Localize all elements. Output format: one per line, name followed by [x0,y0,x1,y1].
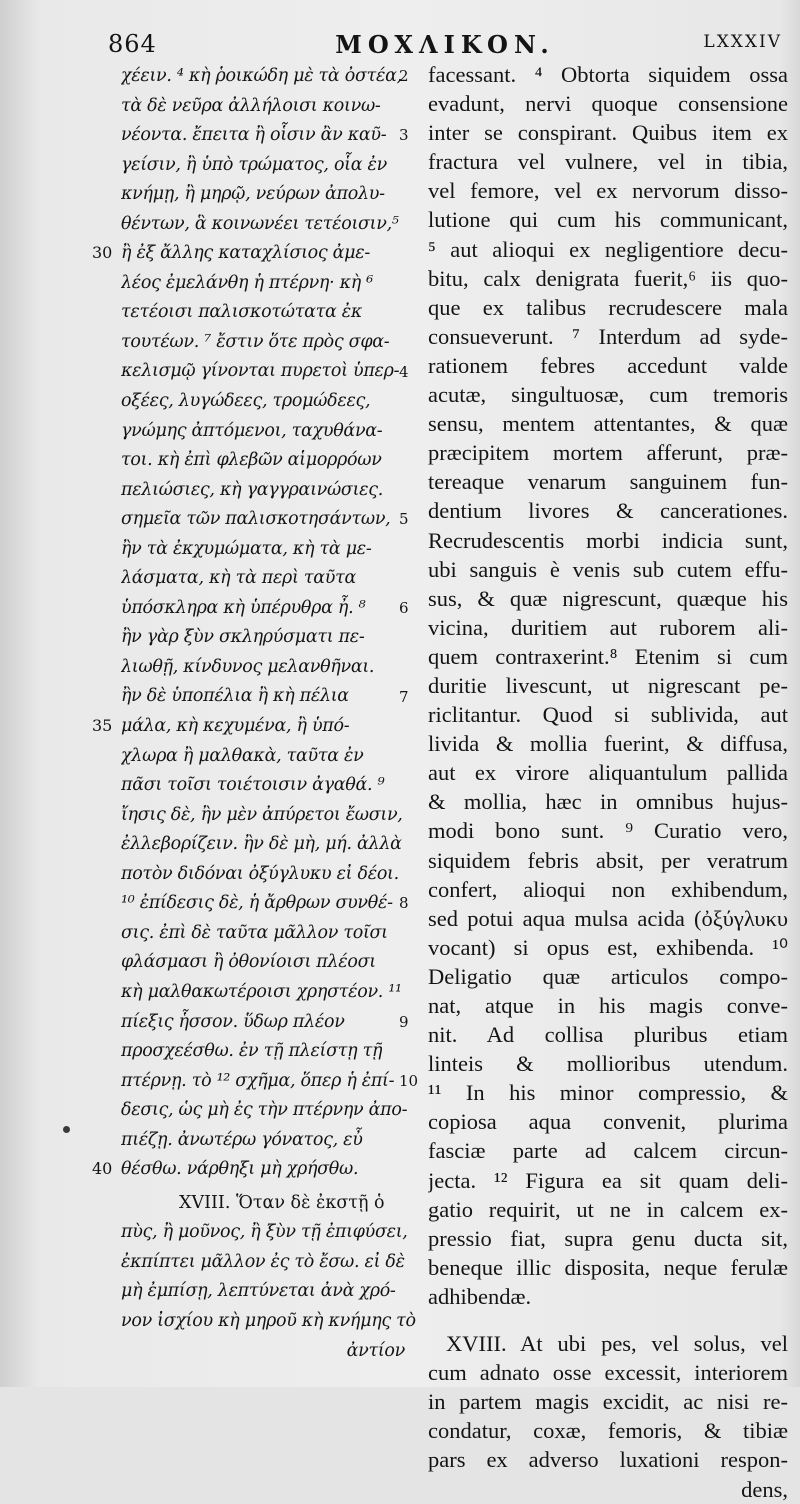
greek-line: ἢν δὲ ὑποπέλια ἢ κὴ πέλια [121,686,349,707]
greek-line: προσχεέσθω. ἐν τῇ πλείστῃ τῇ [121,1041,383,1062]
line-number: 40 [92,1159,113,1179]
greek-line: ἐκπίπτει μᾶλλον ἐς τὸ ἔσω. εἰ δὲ [121,1251,405,1272]
line-number: 30 [92,243,113,263]
latin-line: confert, alioqui non exhibendum, [428,876,788,902]
latin-line: sus, & quæ nigrescunt, quæque his [428,585,788,611]
latin-line: pressio fiat, supra genu ducta sit, [428,1225,788,1251]
latin-line: modi bono sunt. ⁹ Curatio vero, [428,818,788,844]
greek-line: φλάσμασι ἢ ὀθονίοισι πλέοσι [121,952,376,973]
greek-line: πᾶσι τοῖσι τοιέτοισιν ἀγαθά. ⁹ [121,775,385,796]
greek-line: ἴησις δὲ, ἢν μὲν ἀπύρετοι ἔωσιν, [121,804,403,825]
greek-line: θέσθω. νάρθηξι μὴ χρήσθω. [121,1159,359,1180]
greek-line: πτέρνῃ. τὸ ¹² σχῆμα, ὅπερ ἡ ἐπί- [121,1070,395,1091]
latin-line: vicina, duritiem aut ruborem ali- [428,614,788,640]
latin-line: linteis & mollioribus utendum. [428,1051,788,1077]
latin-line: adhibendæ. [428,1283,532,1309]
latin-line: cum adnato osse excessit, interiorem [428,1360,788,1386]
greek-line: νέοντα. ἔπειτα ἢ οἷσιν ἂν καῦ- [121,125,387,146]
latin-line: ⁵ aut alioqui ex negligentiore decu- [428,236,788,262]
latin-line: beneque illic disposita, neque ferulæ [428,1254,788,1280]
greek-line: τὰ δὲ νεῦρα ἀλλήλοισι κοινω- [121,95,381,116]
latin-line: aut ex virore aliquantulum pallida [428,760,788,786]
greek-line: σημεῖα τῶν παλισκοτησάντων, [121,509,391,530]
latin-line: præcipitem mortem afferunt, præ- [428,440,788,466]
latin-line: jecta. ¹² Figura ea sit quam deli- [428,1167,788,1193]
greek-line: πίεξις ἧσσον. ὕδωρ πλέον [121,1011,345,1032]
greek-line: λάσματα, κὴ τὰ περὶ ταῦτα [121,568,356,589]
greek-line: πὺς, ἢ μοῦνος, ἢ ξὺν τῇ ἐπιφύσει, [121,1222,408,1243]
greek-line: γνώμης ἀπτόμενοι, ταχυθάνα- [121,420,383,441]
latin-line: riclitantur. Quod si sublivida, aut [428,702,788,728]
greek-line: τοι. κὴ ἐπὶ φλεβῶν αἱμορρόων [121,450,382,471]
greek-line: κὴ μαλθακωτέροισι χρηστέον. ¹¹ [121,981,402,1002]
latin-line: livida & mollia fuerint, & diffusa, [428,731,788,757]
line-number: 35 [92,716,113,736]
latin-line: facessant. ⁴ Obtorta siquidem ossa [428,62,788,87]
page-number: 864 [108,30,157,58]
greek-line: κελισμῷ γίνονται πυρετοὶ ὑπερ- [121,361,400,382]
greek-line: νον ἰσχίου κὴ μηροῦ κὴ κνήμης τὸ [121,1310,416,1331]
latin-line: vocant) si opus est, exhibenda. ¹⁰ [428,934,788,960]
greek-line: λιωθῇ, κίνδυνος μελανθῆναι. [121,656,375,677]
latin-line: inter se conspirant. Quibus item ex [428,120,788,146]
greek-line: ποτὸν διδόναι ὀξύγλυκυ εἰ δέοι. [121,863,399,884]
latin-line: fasciæ parte ad calcem circun- [428,1138,788,1164]
latin-line: dens, [741,1476,788,1502]
greek-text-column [121,62,421,1366]
latin-line: condatur, coxæ, femoris, & tibiæ [428,1418,788,1444]
greek-line: ¹⁰ ἐπίδεσις δὲ, ἡ ἄρθρων συνθέ- [121,893,393,914]
latin-line: fractura vel vulnere, vel in tibia, [428,149,788,175]
latin-line: copiosa aqua convenit, plurima [428,1109,788,1135]
latin-line: lutione qui cum his communicant, [428,207,788,233]
greek-line: μὴ ἐμπίσῃ, λεπτύνεται ἀνὰ χρό- [121,1281,396,1302]
latin-line: sensu, mentem attentantes, & quæ [428,411,788,437]
latin-line: quem contraxerint.⁸ Etenim si cum [428,643,788,669]
greek-line: ὑπόσκληρα κὴ ὑπέρυθρα ἦ. ⁸ [121,597,366,618]
section-number: 2 [399,67,409,85]
greek-line: οξέες, λυγώδεες, τρομώδεες, [121,391,371,412]
running-title: MOXΛIKON. [335,30,555,59]
latin-line: tereaque venarum sanguinem fun- [428,469,788,495]
greek-line: γείσιν, ἢ ὑπὸ τρώματος, οἷα ἐν [121,154,387,175]
section-number: 10 [399,1071,419,1090]
section-number: 8 [399,894,409,913]
latin-line: siquidem febris absit, per veratrum [428,847,788,873]
greek-line: λέος ἐμελάνθη ἡ πτέρνη· κὴ ⁶ [121,272,373,293]
greek-line: κνήμῃ, ἢ μηρῷ, νεύρων ἀπολυ- [121,184,385,205]
latin-line: Recrudescentis morbi indicia sunt, [428,527,788,553]
section-number: 9 [399,1012,409,1031]
latin-line: acutæ, singultuosæ, cum tremoris [428,382,788,408]
signature-mark: LXXXIV [703,32,782,52]
greek-line: πελιώσιες, κὴ γαγγραινώσιες. [121,479,383,500]
latin-line: rationem febres accedunt valde [428,352,788,378]
latin-line: gatio requirit, ut ne in calcem ex- [428,1196,788,1222]
latin-line: & mollia, hæc in omnibus hujus- [428,789,788,815]
greek-line: ἢν γὰρ ξὺν σκληρύσματι πε- [121,627,365,648]
greek-line: τετέοισι παλισκοτώτατα ἐκ [121,302,363,323]
latin-text-column [428,60,788,1504]
greek-line: τουτέων. ⁷ ἔστιν ὅτε πρὸς σφα- [121,331,390,352]
ink-speck [63,1126,70,1133]
section-number: 4 [399,362,409,381]
greek-line: σις. ἐπὶ δὲ ταῦτα μᾶλλον τοῖσι [121,922,388,943]
latin-line: nat, atque in his magis conve- [428,993,788,1018]
latin-line: bitu, calx denigrata fuerit,⁶ iis quo- [428,265,788,291]
section-heading: ΧVIII. Ὅταν δὲ ἐκστῇ ὁ [179,1192,385,1213]
greek-line: πιέζῃ. ἀνωτέρω γόνατος, εὖ [121,1129,363,1150]
greek-line: δεσις, ὡς μὴ ἐς τὴν πτέρνην ἀπο- [121,1100,408,1121]
greek-line: ἐλλεβορίζειν. ἢν δὲ μὴ, μή. ἀλλὰ [121,834,402,855]
latin-line: sed potui aqua mulsa acida (ὀξύγλυκυ [428,905,788,931]
section-number: 5 [399,510,409,529]
greek-section-xviii [121,1189,421,1366]
greek-line: χλωρα ἢ μαλθακὰ, ταῦτα ἐν [121,745,364,766]
running-header [108,30,782,64]
latin-line: evadunt, nervi quoque consensione [428,91,788,117]
latin-line: vel femore, vel ex nervorum disso- [428,178,788,204]
latin-line: in partem magis excidit, ac nisi re- [428,1389,788,1415]
section-number: 6 [399,598,409,617]
latin-line: nit. Ad collisa pluribus etiam [428,1022,788,1048]
greek-line: ἢν τὰ ἐκχυμώματα, κὴ τὰ με- [121,538,372,559]
latin-line: ubi sanguis è venis sub cutem effu- [428,556,788,582]
greek-line: ἀντίον [346,1340,405,1361]
latin-line: duritie livescunt, ut nigrescant pe- [428,672,788,698]
greek-line: μάλα, κὴ κεχυμένα, ἢ ὑπό- [121,716,350,737]
greek-line: θέντων, ἃ κοινωνέει τετέοισιν,⁵ [121,213,399,234]
greek-line: χέειν. ⁴ κὴ ῥοικώδη μὲ τὰ ὀστέα, [121,66,402,86]
latin-section-xviii [428,1329,788,1504]
latin-line: pars ex adverso luxationi respon- [428,1447,788,1473]
latin-line: Deligatio quæ articulos compo- [428,963,788,989]
section-heading: XVIII. At ubi pes, vel solus, vel [446,1331,788,1357]
section-number: 3 [399,126,409,145]
latin-line: dentium livores & cancerationes. [428,498,788,524]
latin-line: ¹¹ In his minor compressio, & [428,1080,788,1106]
section-number: 7 [399,687,409,706]
greek-line: ἢ ἐξ ἄλλης καταχλίσιος ἀμε- [121,243,370,264]
latin-line: que ex talibus recrudescere mala [428,294,788,320]
latin-line: consueverunt. ⁷ Interdum ad syde- [428,323,788,349]
